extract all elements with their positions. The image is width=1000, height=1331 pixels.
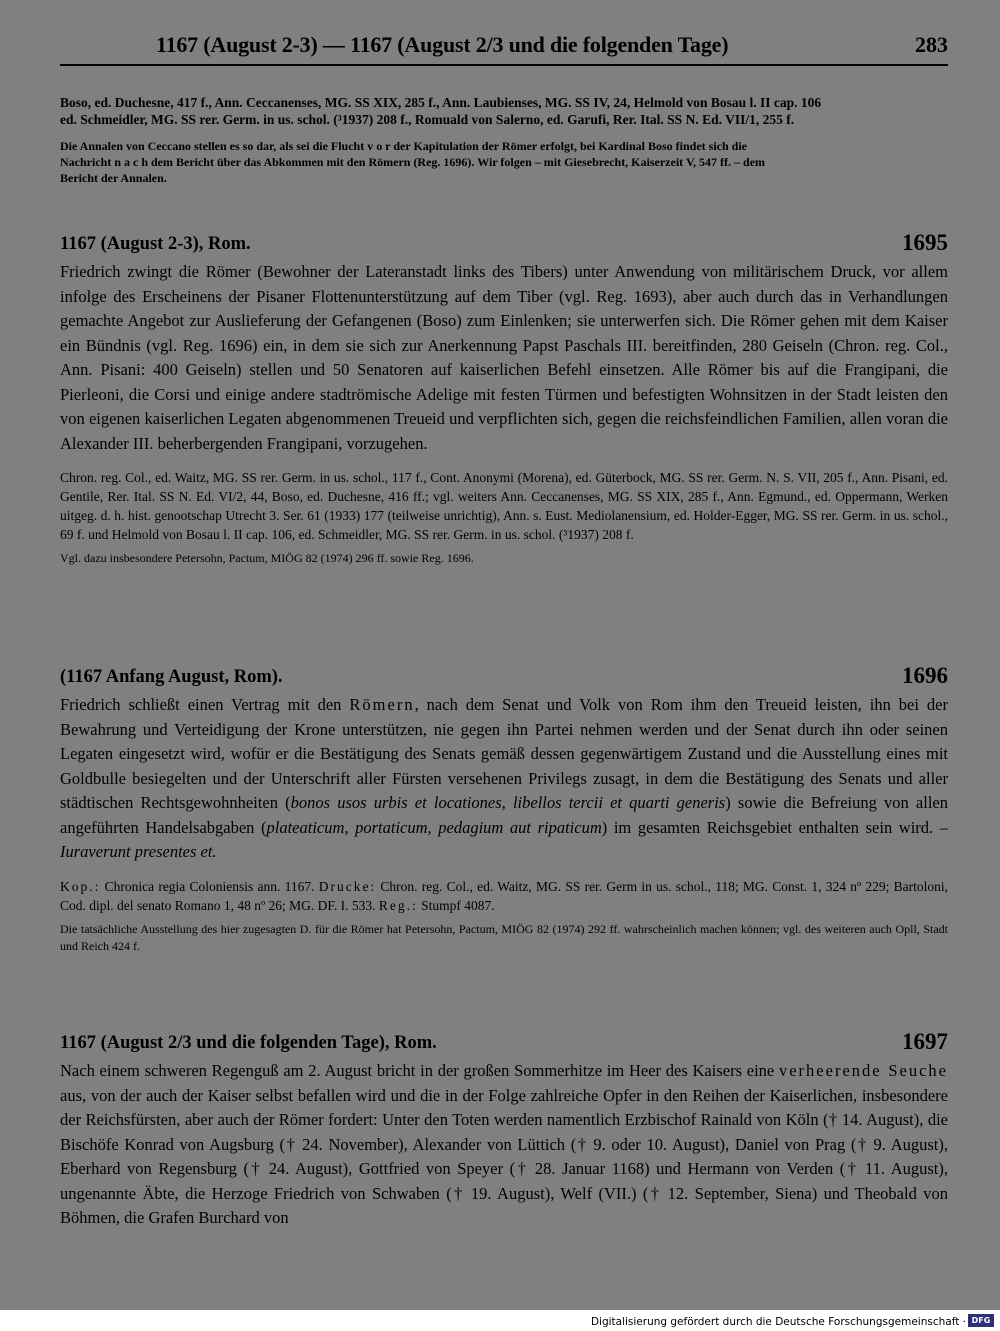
entry-sources: Chron. reg. Col., ed. Waitz, MG. SS rer. Germ. in us. schol., 117 f., Cont. Anonymi (Morena), ed. Güterbock, MG. SS rer. Germ. N. S. VII, 205 f., Ann. Pisani, ed. Gentile, Rer. Ital. SS N. Ed. VI/2, 44, Boso, ed. Duchesne, 416 ff.; vgl. weiters Ann. Ceccanenses, MG. SS XIX, 285 f., Ann. Egmund., ed. Oppermann, Werken uitgeg. d. h. hist. genootschap Utrecht 3. Ser. 61 (1933) 177 (teilweise unrichtig), Ann. s. Eust. Mediolanensium, ed. Holder-Egger, MG. SS rer. Germ. in us. schol., 69 f. und Helmold von Bosau l. II cap. 106, ed. Schmeidler, MG. SS rer. Germ. in us. schol. (³1937) 208 f.: [60, 470, 948, 542]
italic-text: Iuraverunt presentes et.: [60, 842, 217, 861]
italic-text: bonos usos urbis et locationes, libellos tercii et quarti generis: [290, 793, 726, 812]
note-line: Die Annalen von Ceccano stellen es so dar, als sei die Flucht v o r der Kapitulation der Römer erfolgt, bei Kardinal Boso findet sich die: [60, 139, 748, 153]
body-text: ) im gesamten Reichsgebiet enthalten sein wird. –: [601, 817, 949, 837]
body-text: aus, von der auch der Kaiser selbst befallen wird und die in der Folge zahlreiche Opfer in den Reihen der Kaiserlichen, insbesondere der Reichsfürsten, aber auch der Römer fordert: Unter den Toten werden namentlich Erzbischof Rainald von Köln († 14. August), die Bischöfe Konrad von Augsburg († 24. November), Alexander von Lüttich († 9. oder 10. August), Daniel von Prag († 9. August), Eberhard von Regensburg († 24. August), Gottfried von Speyer († 28. Januar 1168) und Hermann von Verden († 11. August), ungenannte Äbte, die Herzoge Friedrich von Schwaben († 19. August), Welf (VII.) († 12. September, Siena) und Theobald von Böhmen, die Grafen Burchard von: [60, 1085, 948, 1227]
source-text: Stumpf 4087.: [417, 897, 495, 913]
entry-number: 1695: [902, 230, 948, 255]
entry-note: Vgl. dazu insbesondere Petersohn, Pactum, MIÖG 82 (1974) 296 ff. sowie Reg. 1696.: [60, 551, 474, 565]
body-text: Friedrich schließt einen Vertrag mit den: [60, 695, 350, 714]
body-text: ) sowie die Befreiung von allen angeführten Handelsabgaben (: [60, 793, 948, 837]
entry-1695: [60, 230, 948, 567]
footer-credit: Digitalisierung gefördert durch die Deutsche Forschungsgemeinschaft ·: [590, 1316, 966, 1328]
running-title: 1167 (August 2-3) — 1167 (August 2/3 und die folgenden Tage): [156, 32, 729, 57]
source-line: Boso, ed. Duchesne, 417 f., Ann. Ceccanenses, MG. SS XIX, 285 f., Ann. Laubienses, MG. SS IV, 24, Helmold von Bosau l. II cap. 106: [60, 95, 822, 110]
note-line: Bericht der Annalen.: [60, 171, 167, 185]
entry-body: [60, 693, 948, 865]
note-line: Nachricht n a c h dem Bericht über das Abkommen mit den Römern (Reg. 1696). Wir folgen – mit Giesebrecht, Kaiserzeit V, 547 ff. – dem: [60, 155, 766, 169]
entry-heading: 1167 (August 2-3), Rom.: [60, 234, 251, 254]
entry-body: Friedrich zwingt die Römer (Bewohner der Lateranstadt links des Tibers) unter Anwendung von militärischem Druck, vor allem infolge des Erscheinens der Pisaner Flottenunterstützung auf dem Tiber (vgl. Reg. 1693), aber auch durch das in Verhandlungen gemachte Angebot zur Auslieferung der Gefangenen (Boso) zum Einlenken; sie unterwerfen sich. Die Römer gehen mit dem Kaiser ein Bündnis (vgl. Reg. 1696) ein, in dem sie sich zur Anerkennung Papst Paschals III. bereitfinden, 280 Geiseln (Chron. reg. Col., Ann. Pisani: 400 Geiseln) stellen und 50 Senatoren auf kaiserlichen Befehl einsetzen. Alle Römer bis auf die Frangipani, die Pierleoni, die Corsi und einige andere stadtrömische Adelige mit festen Türmen und befestigten Wohnsitzen in der Stadt leisten den von eigenen kaiserlichen Legaten abgenommenen Treueid und verpflichten sich, gegen die reichsfeindlichen Familien, allen voran die Alexander III. beherbergenden Frangipani, vorzugehen.: [60, 262, 948, 453]
source-label: Kop.:: [60, 878, 101, 894]
italic-text: plateaticum, portaticum, pedagium aut ripaticum: [266, 817, 602, 837]
entry-number: 1696: [902, 663, 948, 688]
body-text: , nach dem Senat und Volk von Rom ihm den Treueid leisten, ihn bei der Bewahrung und Verteidigung der Krone unterstützen, nie gegen ihn Partei nehmen werden und der Senat durch ihn oder seinen Legaten eingesetzt wird, wofür er die Bestätigung des Senats gemäß dessen gegenwärtigem Zustand und die Ausstellung eines mit Goldbulle besiegelten und der Unterschrift aller Fürsten versehenen Privilegs zusagt, in dem die Bestätigung des Senats und aller städtischen Rechtsgewohnheiten (: [60, 695, 948, 812]
dfg-logo: DFG: [968, 1314, 994, 1327]
entry-heading: 1167 (August 2/3 und die folgenden Tage), Rom.: [60, 1033, 437, 1053]
entry-1696: [60, 663, 949, 955]
entry-note: Die tatsächliche Ausstellung des hier zugesagten D. für die Römer hat Petersohn, Pactum, MIÖG 82 (1974) 292 ff. wahrscheinlich machen können; vgl. des weiteren auch Opll, Stadt und Reich 424 f.: [60, 921, 948, 953]
entry-heading-row: [60, 663, 948, 693]
source-text: Chron. reg. Col., ed. Waitz, MG. SS rer. Germ in us. schol., 118; MG. Const. 1, 324 nº 229; Bartoloni, Cod. dipl. del senato Romano 1, 48 nº 26; MG. DF. I. 533.: [60, 878, 948, 913]
entry-1697: [60, 1029, 948, 1231]
entry-number: 1697: [902, 1029, 948, 1054]
entry-heading-row: [60, 1029, 948, 1059]
source-line: ed. Schmeidler, MG. SS rer. Germ. in us. schol. (³1937) 208 f., Romuald von Salerno, ed. Garufi, Rer. Ital. SS N. Ed. VII/1, 255 f.: [60, 112, 795, 127]
running-head: [60, 30, 948, 66]
source-label: Drucke:: [318, 878, 377, 894]
spaced-text: verheerende Seuche: [778, 1061, 948, 1080]
body-text: Nach einem schweren Regenguß am 2. August bricht in der großen Sommerhitze im Heer des Kaisers eine: [60, 1061, 779, 1080]
top-sources: [60, 94, 948, 186]
entry-heading-row: [60, 230, 948, 260]
entry-body: [60, 1059, 948, 1231]
spaced-text: Römern: [349, 695, 415, 714]
source-label: Reg.:: [378, 897, 418, 913]
entry-heading: (1167 Anfang August, Rom).: [60, 667, 283, 687]
source-text: Chronica regia Coloniensis ann. 1167.: [100, 878, 319, 894]
entry-sources: [60, 877, 948, 915]
page-number: 283: [915, 32, 948, 57]
